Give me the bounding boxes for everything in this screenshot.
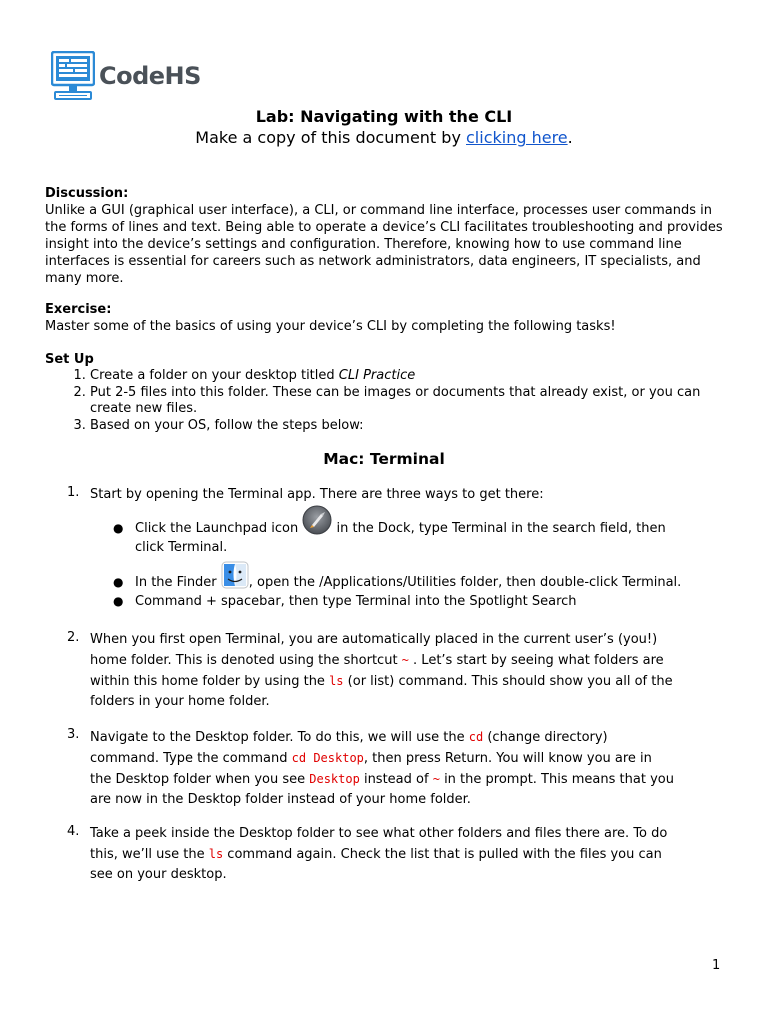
- step-text: [90, 630, 720, 712]
- subtitle: [0, 128, 768, 147]
- step-text: [90, 824, 720, 885]
- setup-item-text: Create a folder on your desktop titled: [90, 368, 339, 383]
- setup-heading: Set Up: [45, 352, 94, 367]
- setup-item-text: Put 2-5 files into this folder. These can be images or documents that already exist, or you can create new files.: [90, 384, 701, 416]
- exercise-body: Master some of the basics of using your device’s CLI by completing the following tasks!: [45, 319, 616, 334]
- bullet-dot: ●: [113, 594, 124, 608]
- subtitle-prefix: Make a copy of this document by: [195, 128, 466, 147]
- launchpad-icon: [302, 505, 332, 535]
- step-text-line: see on your desktop.: [90, 867, 227, 882]
- step-text-line: folders in your home folder.: [90, 694, 270, 709]
- monitor-logo-icon: [51, 51, 95, 101]
- setup-item: [90, 385, 725, 418]
- setup-item-italic: CLI Practice: [338, 368, 416, 383]
- step-text-line: in the prompt. This means that you: [439, 772, 674, 787]
- step-text-line: (change directory): [483, 730, 608, 745]
- step-number: 4.: [67, 824, 80, 839]
- discussion-body: Unlike a GUI (graphical user interface), a CLI, or command line interface, processes user commands in the forms of lines and text. Being able to operate a device’s CLI facilitates troubleshooting and provides insight into the device’s settings and configuration. Therefore, knowing how to use command line interfaces is essential for careers such as network administrators, data engineers, IT specialists, and many more.: [45, 203, 723, 286]
- setup-section: [45, 351, 725, 434]
- bullet-text-pre: In the Finder: [135, 575, 221, 590]
- step-number: 3.: [67, 727, 80, 742]
- code-ls: ls: [329, 674, 344, 688]
- step-number: 1.: [67, 485, 80, 500]
- step-text-line: Take a peek inside the Desktop folder to see what other folders and files there are. To do: [90, 826, 668, 841]
- bullet-dot: ●: [113, 521, 124, 535]
- setup-list: [45, 368, 725, 434]
- step-text-line: . Let’s start by seeing what folders are: [408, 653, 664, 668]
- step-text-line: are now in the Desktop folder instead of your home folder.: [90, 792, 471, 807]
- setup-item-text: Based on your OS, follow the steps below:: [90, 417, 364, 433]
- bullet-text: [135, 573, 720, 592]
- step-text-line: the Desktop folder when you see: [90, 772, 310, 787]
- code-cd: cd: [468, 730, 484, 744]
- step-text-line: When you first open Terminal, you are automatically placed in the current user’s (you!): [90, 632, 658, 647]
- bullet-text-line2: click Terminal.: [135, 540, 228, 555]
- subtitle-suffix: .: [567, 128, 573, 147]
- step-text-line: , then press Return. You will know you are in: [363, 751, 652, 766]
- step-text-line: Navigate to the Desktop folder. To do this, we will use the: [90, 730, 469, 745]
- exercise-heading: Exercise:: [45, 302, 112, 317]
- step-text-line: home folder. This is denoted using the shortcut: [90, 653, 402, 668]
- step-text-line: (or list) command. This should show you all of the: [343, 674, 673, 689]
- step-text-line: command. Type the command: [90, 751, 292, 766]
- step-text-line: within this home folder by using the: [90, 674, 330, 689]
- bullet-text: [135, 519, 720, 557]
- bullet-text: Command + spacebar, then type Terminal into the Spotlight Search: [135, 594, 577, 609]
- setup-item: [90, 368, 725, 385]
- code-cd-desktop: cd Desktop: [291, 751, 364, 765]
- codehs-logo: [51, 51, 201, 101]
- exercise-section: [45, 301, 725, 335]
- page-title: Lab: Navigating with the CLI: [255, 107, 513, 126]
- bullet-text-pre: Click the Launchpad icon: [135, 521, 303, 536]
- step-number: 2.: [67, 630, 80, 645]
- step-text-line: instead of: [359, 772, 433, 787]
- code-tilde: ~: [401, 653, 409, 667]
- page-number: 1: [712, 958, 721, 973]
- mac-terminal-heading: Mac: Terminal: [323, 450, 445, 468]
- bullet-text-post: in the Dock, type Terminal in the search field, then: [336, 521, 666, 536]
- bullet-dot: ●: [113, 575, 124, 589]
- logo-text: CodeHS: [99, 62, 201, 90]
- setup-item: [90, 418, 725, 435]
- step-text-line: command again. Check the list that is pulled with the files you can: [223, 847, 662, 862]
- code-tilde: ~: [432, 772, 440, 786]
- discussion-heading: Discussion:: [45, 186, 129, 201]
- code-ls: ls: [208, 847, 224, 861]
- step-text-line: this, we’ll use the: [90, 847, 209, 862]
- discussion-section: [45, 185, 725, 287]
- code-desktop: Desktop: [309, 772, 360, 786]
- step-text: Start by opening the Terminal app. There are three ways to get there:: [90, 487, 544, 502]
- bullet-text-post: , open the /Applications/Utilities folder, then double-click Terminal.: [248, 575, 682, 590]
- finder-icon: [221, 561, 249, 589]
- copy-document-link[interactable]: clicking here: [466, 128, 568, 147]
- step-text: [90, 727, 720, 810]
